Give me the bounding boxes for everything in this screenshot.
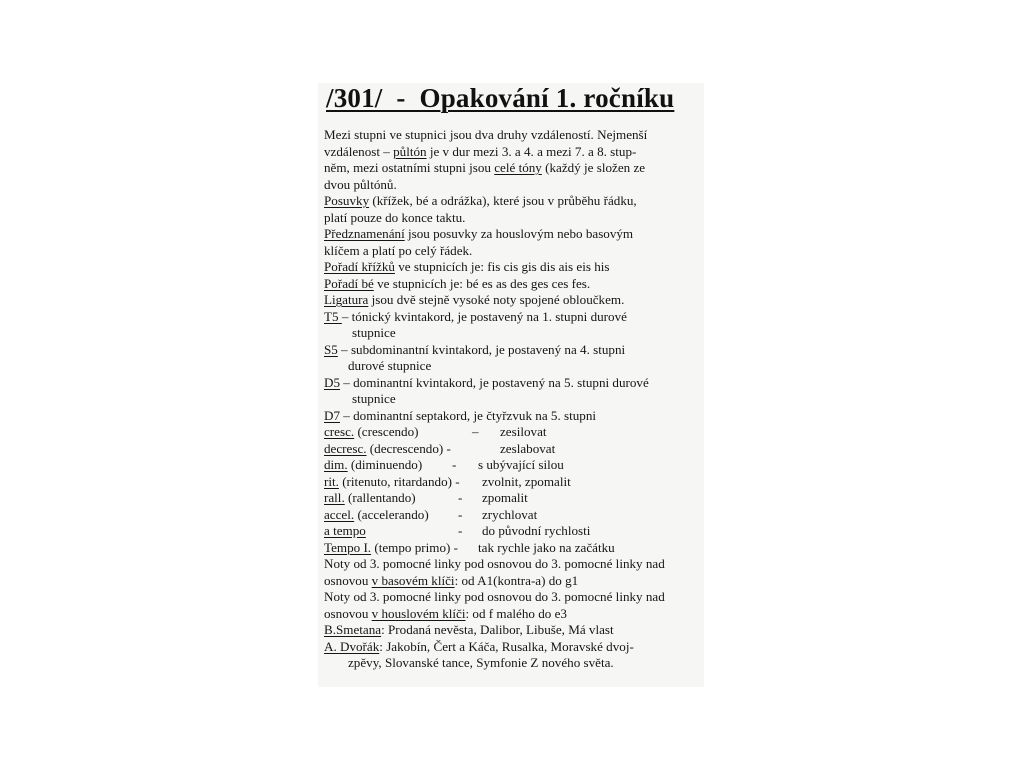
definition-text: stupnice (352, 325, 396, 340)
tempo-dash: - (458, 506, 463, 522)
tempo-dash: - (458, 523, 463, 538)
predznamenani-line-1 (324, 226, 700, 243)
definition-text: – tónický kvintakord, je postavený na 1. stupni durové (341, 308, 627, 324)
krizky-line (324, 259, 700, 276)
ligatura-line (324, 292, 700, 309)
definition-text: – dominantní kvintakord, je postavený na 5. stupni durové (340, 374, 649, 390)
noty-treble-line-2 (324, 606, 700, 623)
tempo-row (324, 523, 700, 540)
t5-line-2 (324, 325, 700, 342)
noty-bass-line-1 (324, 556, 700, 573)
tempo-row (324, 424, 700, 441)
tempo-term: dim. (324, 457, 348, 472)
tempo-row (324, 441, 700, 458)
definition-text: platí pouze do konce taktu. (324, 209, 466, 225)
tempo-dash: - (458, 490, 463, 505)
definition-text: durové stupnice (348, 358, 432, 373)
definition-text: osnovou (324, 572, 372, 588)
predznamenani-line-2 (324, 243, 700, 260)
term-d5: D5 (324, 374, 341, 390)
tempo-dash: – (472, 424, 479, 439)
tempo-full: (diminuendo) (347, 457, 423, 472)
tempo-full: (decrescendo) - (366, 440, 451, 456)
t5-line-1 (324, 309, 700, 326)
definition-text: : od A1(kontra-a) do g1 (454, 572, 579, 588)
tempo-term: rall. (324, 490, 345, 505)
tempo-row (324, 490, 700, 507)
term-houslovy-klic: v houslovém klíči (371, 605, 466, 621)
d7-line (324, 408, 700, 425)
term-pulton: půltón (393, 143, 427, 159)
term-poradi-be: Pořadí bé (324, 275, 374, 291)
tempo-meaning: zpomalit (482, 490, 528, 505)
intro-text: dvou půltónů. (324, 176, 397, 192)
dvorak-line-2 (324, 655, 700, 672)
noty-bass-line-2 (324, 573, 700, 590)
intro-line-3 (324, 160, 700, 177)
definition-text: klíčem a platí po celý řádek. (324, 242, 473, 258)
tempo-row (324, 474, 700, 491)
tempo-full: (tempo primo) - (371, 539, 458, 555)
tempo-meaning: zrychlovat (482, 506, 538, 522)
term-ligatura: Ligatura (324, 292, 369, 307)
term-smetana: B.Smetana (324, 622, 382, 637)
term-t5: T5 (324, 308, 342, 324)
tempo-meaning: zvolnit, zpomalit (482, 473, 571, 489)
tempo-meaning: tak rychle jako na začátku (478, 539, 615, 555)
tempo-term: a tempo (324, 523, 366, 538)
be-line (324, 276, 700, 293)
smetana-line (324, 622, 700, 639)
definition-text: : Jakobín, Čert a Káča, Rusalka, Moravské dvoj- (379, 638, 634, 654)
definition-text: : od f malého do e3 (465, 605, 567, 621)
definition-text: ve stupnicích je: bé es as des ges ces fes. (373, 275, 591, 291)
tempo-dash: - (452, 457, 457, 472)
intro-text: něm, mezi ostatními stupni jsou (324, 160, 495, 175)
s5-line-2 (324, 358, 700, 375)
tempo-term: accel. (324, 506, 355, 522)
tempo-meaning: do původní rychlosti (482, 523, 591, 538)
definition-text: ve stupnicích je: fis cis gis dis ais eis his (394, 259, 610, 274)
intro-text: je v dur mezi 3. a 4. a mezi 7. a 8. stup- (426, 143, 637, 159)
definition-text: (křížek, bé a odrážka), které jsou v průběhu řádku, (369, 193, 637, 208)
tempo-term: cresc. (324, 424, 355, 439)
tempo-meaning: zesilovat (500, 424, 547, 439)
tempo-term: decresc. (324, 440, 367, 456)
tempo-meaning: zeslabovat (500, 440, 556, 456)
term-predznamenani: Předznamenání (324, 226, 405, 241)
definition-text: osnovou (324, 605, 372, 621)
intro-line-1 (324, 127, 700, 144)
definition-text: Noty od 3. pomocné linky pod osnovou do 3. pomocné linky nad (324, 556, 665, 571)
term-cele-tony: celé tóny (494, 160, 542, 175)
term-dvorak: A. Dvořák (324, 638, 380, 654)
term-poradi-krizku: Pořadí křížků (324, 259, 395, 274)
tempo-row (324, 540, 700, 557)
dvorak-line-1 (324, 639, 700, 656)
intro-text: vzdálenost – (324, 143, 394, 159)
tempo-term: rit. (324, 473, 339, 489)
tempo-full: (rallentando) (344, 490, 416, 505)
intro-text: Mezi stupni ve stupnici jsou dva druhy vzdáleností. Nejmenší (324, 127, 648, 142)
definition-text: jsou posuvky za houslovým nebo basovým (404, 226, 634, 241)
tempo-row (324, 457, 700, 474)
tempo-full: (accelerando) (354, 506, 429, 522)
intro-line-4 (324, 177, 700, 194)
tempo-row (324, 507, 700, 524)
intro-text: (každý je složen ze (541, 160, 646, 175)
tempo-full: (crescendo) (354, 424, 419, 439)
document-body (324, 127, 700, 672)
term-d7: D7 (324, 407, 341, 423)
definition-text: zpěvy, Slovanské tance, Symfonie Z nového světa. (348, 655, 614, 670)
page-title: /301/ - Opakování 1. ročníku (326, 83, 675, 113)
d5-line-1 (324, 375, 700, 392)
posuvky-line-2 (324, 210, 700, 227)
d5-line-2 (324, 391, 700, 408)
term-basovy-klic: v basovém klíči (371, 572, 455, 588)
scanned-page (318, 83, 704, 687)
tempo-meaning: s ubývající silou (478, 457, 564, 472)
definition-text: : Prodaná nevěsta, Dalibor, Libuše, Má vlast (381, 622, 614, 637)
definition-text: Noty od 3. pomocné linky pod osnovou do 3. pomocné linky nad (324, 589, 665, 604)
tempo-term: Tempo I. (324, 539, 372, 555)
definition-text: – subdominantní kvintakord, je postavený na 4. stupni (337, 341, 626, 357)
s5-line-1 (324, 342, 700, 359)
definition-text: stupnice (352, 391, 396, 406)
definition-text: jsou dvě stejně vysoké noty spojené obloučkem. (368, 292, 625, 307)
definition-text: – dominantní septakord, je čtyřzvuk na 5. stupni (340, 407, 597, 423)
posuvky-line-1 (324, 193, 700, 210)
tempo-full: (ritenuto, ritardando) - (338, 473, 460, 489)
noty-treble-line-1 (324, 589, 700, 606)
term-posuvky: Posuvky (324, 193, 370, 208)
intro-line-2 (324, 144, 700, 161)
term-s5: S5 (324, 341, 338, 357)
